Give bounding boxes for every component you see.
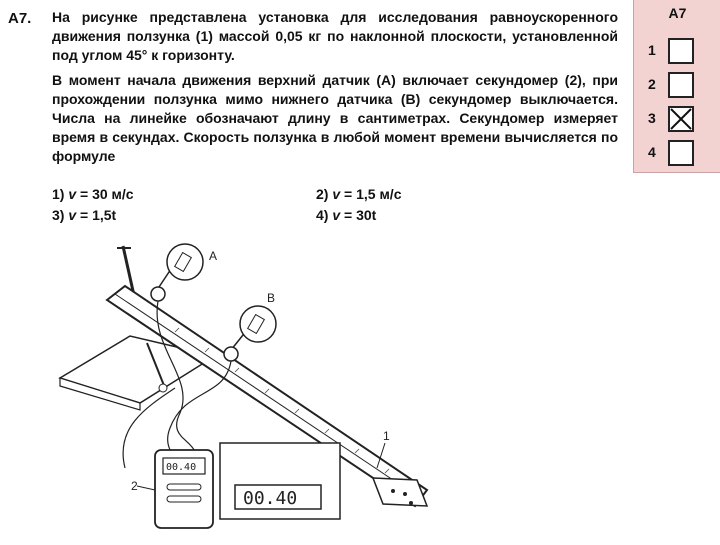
label-sensor-b: B <box>267 291 276 305</box>
answer-checkbox-2[interactable] <box>668 72 694 98</box>
answer-choice-4 <box>648 140 718 166</box>
handheld-display-value: 00.40 <box>166 462 197 473</box>
label-sensor-a: A <box>209 249 218 263</box>
answer-choice-2 <box>648 72 718 98</box>
answer-choice-label: 3 <box>648 110 656 126</box>
question-text <box>52 8 618 166</box>
answer-choice-3 <box>648 106 718 132</box>
question-paragraph-2: В момент начала движения верхний датчик (А) включает секундомер (2), при прохождении ползунка мимо нижнего датчика (В) секундомер выключается. Числа на линейке обозначают длину в сантиметрах. Секундомер измеряет время в секундах. Скорость ползунка в любой момент времени вычисляется по формуле <box>52 72 618 164</box>
label-stopwatch: 2 <box>131 479 138 493</box>
label-slider: 1 <box>383 429 390 443</box>
slider-carriage <box>373 478 427 506</box>
answer-checkbox-3[interactable] <box>668 106 694 132</box>
question-number: А7. <box>8 10 32 27</box>
option-3: 3) v = 1,5t <box>52 207 117 223</box>
option-1: 1) v = 30 м/с <box>52 186 134 202</box>
answer-choice-label: 2 <box>648 76 656 92</box>
option-2: 2) v = 1,5 м/с <box>316 186 402 202</box>
answer-panel <box>633 0 720 173</box>
answer-choice-label: 4 <box>648 144 656 160</box>
big-display-value: 00.40 <box>243 488 298 509</box>
cross-mark-icon <box>670 108 692 130</box>
answer-panel-title: А7 <box>668 5 687 21</box>
answer-choice-1 <box>648 38 718 64</box>
answer-choice-label: 1 <box>648 42 656 58</box>
answer-checkbox-4[interactable] <box>668 140 694 166</box>
option-4: 4) v = 30t <box>316 207 377 223</box>
question-paragraph-1: На рисунке представлена установка для исследования равноускоренного движения ползунка (1) массой 0,05 кг по наклонной плоскости, установленной под углом 45° к горизонту. <box>52 9 618 63</box>
apparatus-figure <box>55 238 435 540</box>
answer-checkbox-1[interactable] <box>668 38 694 64</box>
